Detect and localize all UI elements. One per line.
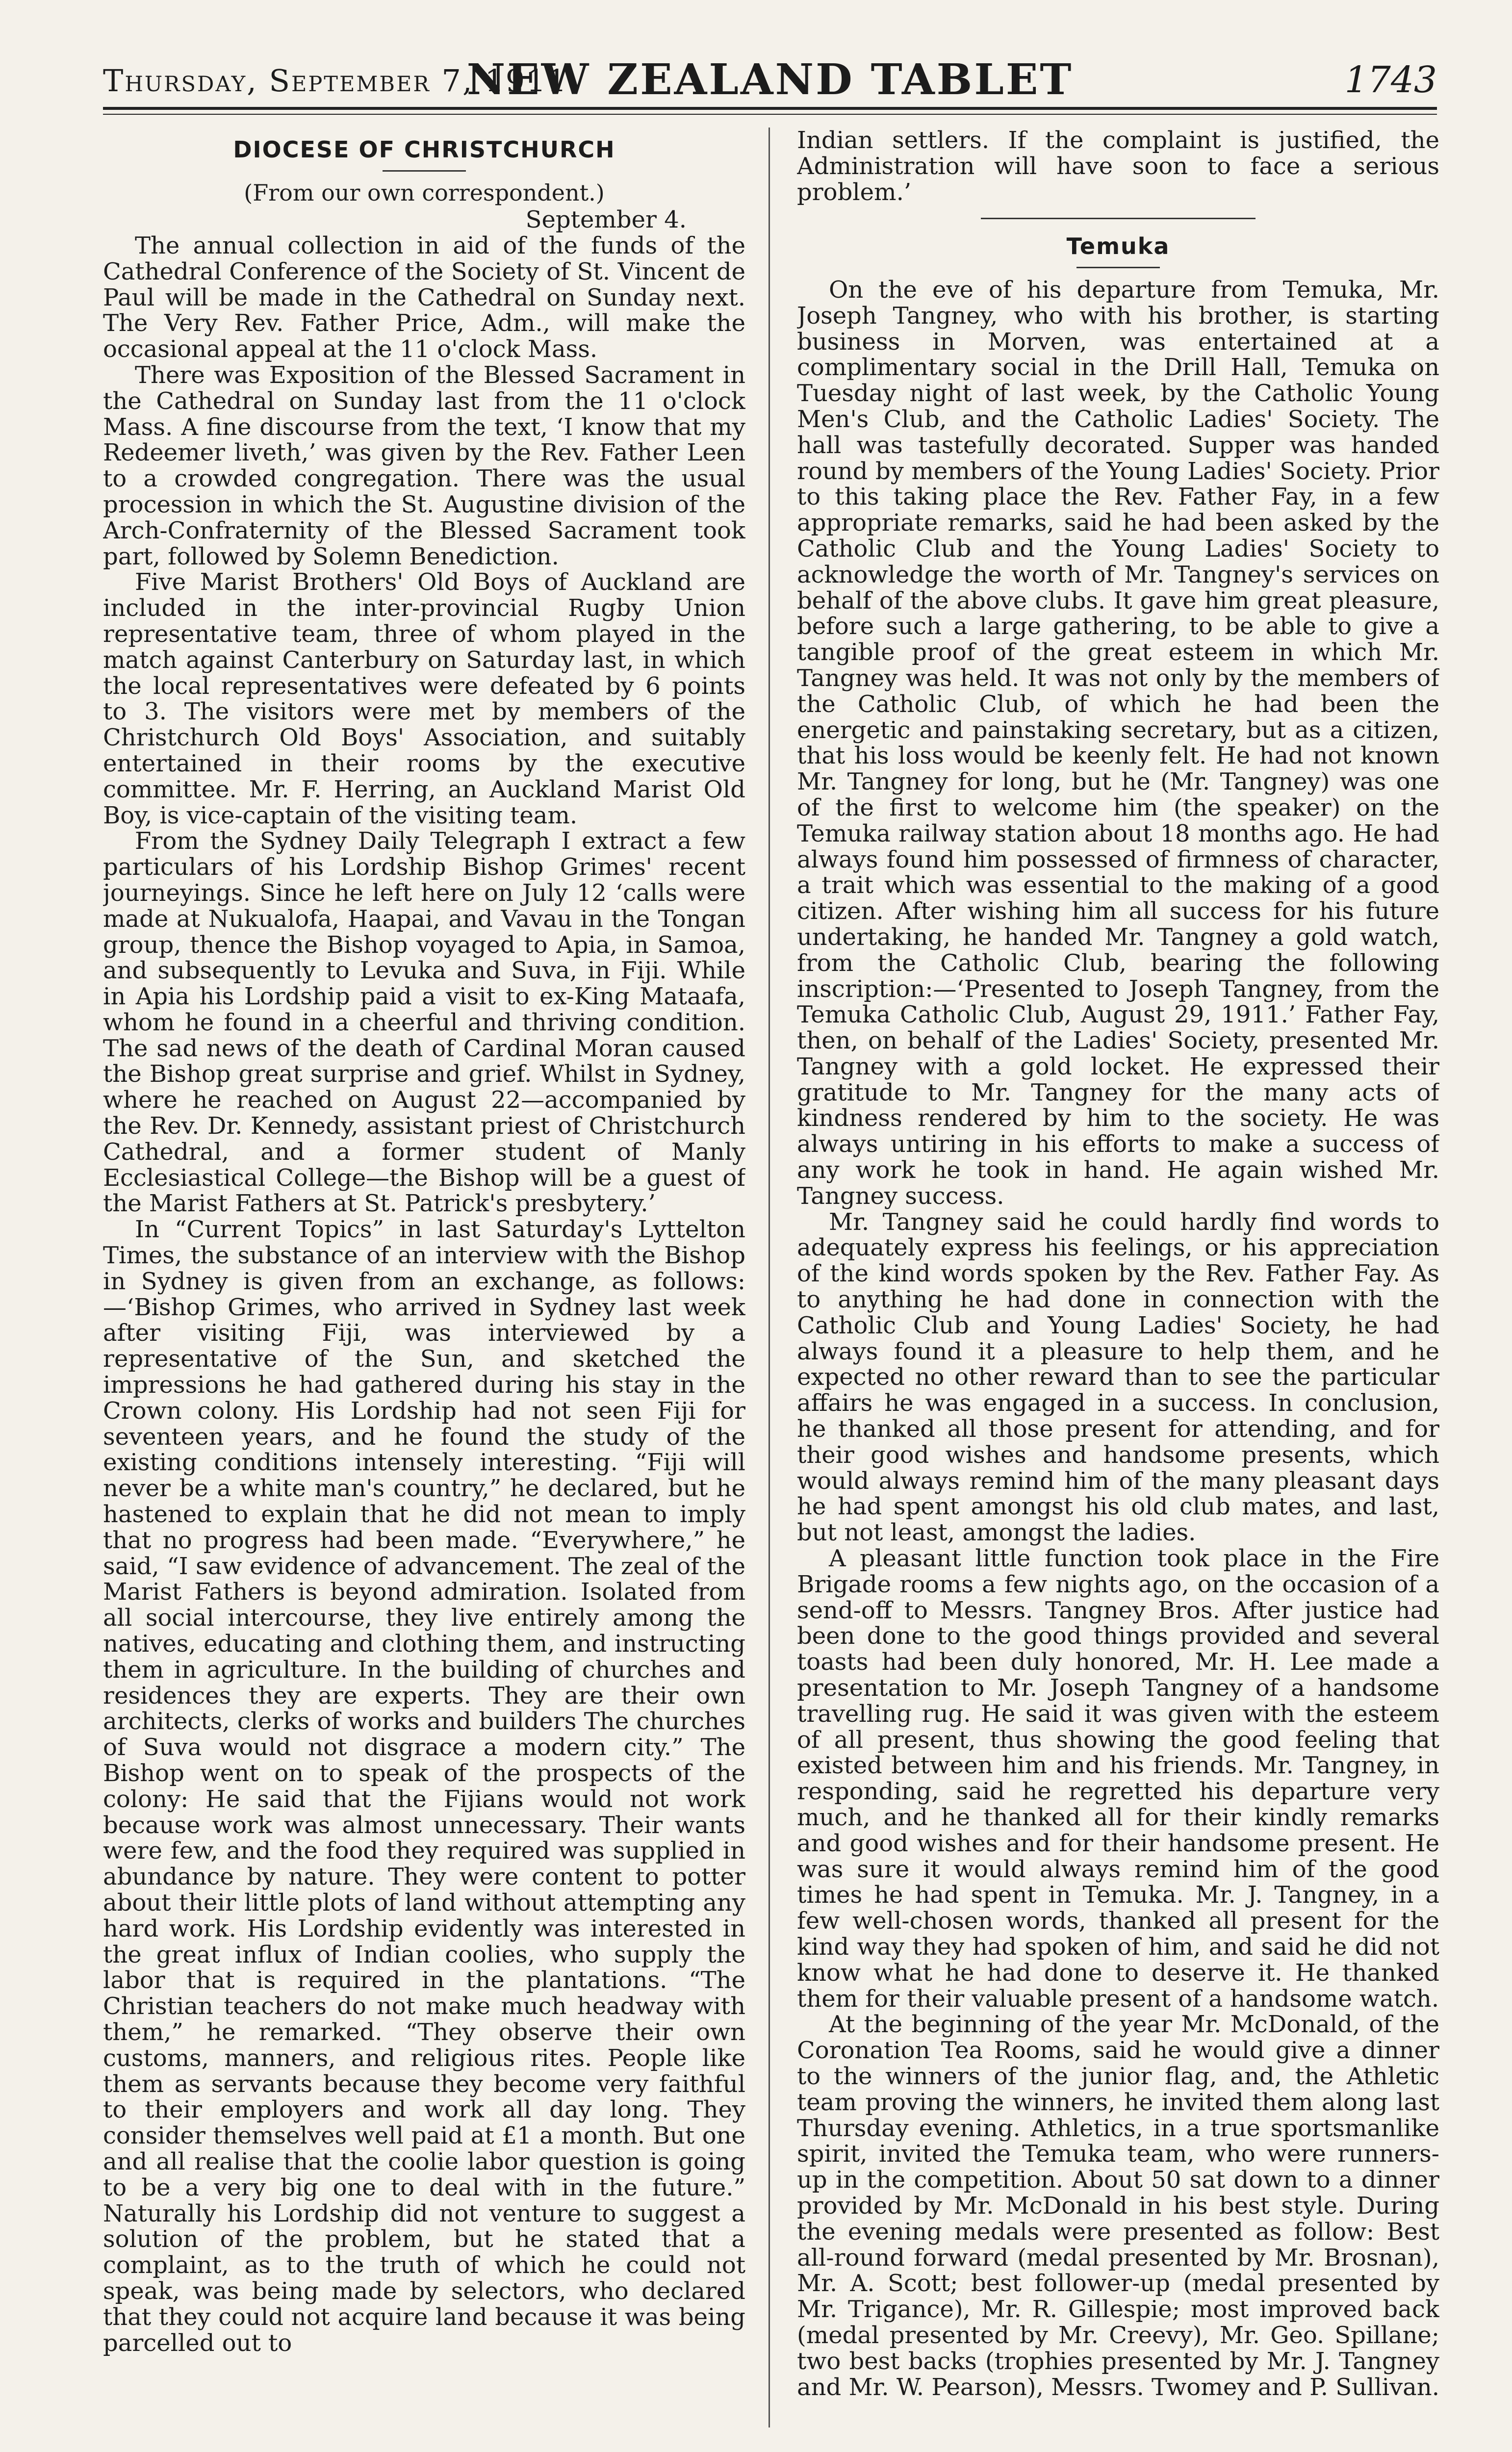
section-heading-christchurch: DIOCESE OF CHRISTCHURCH	[233, 136, 615, 163]
article-paragraph: Five Marist Brothers' Old Boys of Auckland are included in the inter-provincial Rugby Union representative team, three of whom played in the match against Canterbury on Saturday last, in which the local representatives were defeated by 6 points to 3. The visitors were met by members of the Christchurch Old Boys' Association, and suitably entertained in their rooms by the executive committee. Mr. F. Herring, an Auckland Marist Old Boy, is vice-captain of the visiting team.	[103, 568, 745, 829]
column-divider	[769, 128, 770, 2427]
masthead-title: NEW ZEALAND TABLET	[466, 55, 1074, 104]
article-paragraph: There was Exposition of the Blessed Sacrament in the Cathedral on Sunday last from the 11 o'clock Mass. A fine discourse from the text, ‘I know that my Redeemer liveth,’ was given by the Rev. Father Leen to a crowded congregation. There was the usual procession in which the St. Augustine division of the Arch-Confraternity of the Blessed Sacrament took part, followed by Solemn Benediction.	[103, 361, 745, 570]
header-rule-thin	[103, 114, 1437, 115]
article-paragraph: In “Current Topics” in last Saturday's Lyttelton Times, the substance of an interview with the Bishop in Sydney is given from an exchange, as follows:—‘Bishop Grimes, who arrived in Sydney last week after visiting Fiji, was interviewed by a representative of the Sun, and sketched the impressions he had gathered during his stay in the Crown colony. His Lordship had not seen Fiji for seventeen years, and he found the study of the existing conditions intensely interesting. “Fiji will never be a white man's country,” he declared, but he hastened to explain that he did not mean to imply that no progress had been made. “Everywhere,” he said, “I saw evidence of advancement. The zeal of the Marist Fathers is beyond admiration. Isolated from all social intercourse, they live entirely among the natives, educating and clothing them, and instructing them in agriculture. In the building of churches and residences they are experts. They are their own architects, clerks of works and builders The churches of Suva would not disgrace a modern city.” The Bishop went on to speak of the prospects of the colony: He said that the Fijians would not work because work was almost unnecessary. Their wants were few, and the food they required was supplied in abundance by nature. They were content to potter about their little plots of land without attempting any hard work. His Lordship evidently was interested in the great influx of Indian coolies, who supply the labor that is required in the plantations. “The Christian teachers do not make much headway with them,” he remarked. “They observe their own customs, manners, and religious rites. People like them as servants because they become very faithful to their employers and work all day long. They consider themselves well paid at £1 a month. But one and all realise that the coolie labor question is going to be a very big one to deal with in the future.” Naturally his Lordship did not venture to suggest a solution of the problem, but he stated that a complaint, as to the truth of which he could not speak, was being made by selectors, who declared that they could not acquire land because it was being parcelled out to	[103, 1216, 745, 2357]
article-paragraph: From the Sydney Daily Telegraph I extract a few particulars of his Lordship Bishop Grimes' recent journeyings. Since he left here on July 12 ‘calls were made at Nukualofa, Haapai, and Vavau in the Tongan group, thence the Bishop voyaged to Apia, in Samoa, and subsequently to Levuka and Suva, in Fiji. While in Apia his Lordship paid a visit to ex-King Mataafa, whom he found in a cheerful and thriving condition. The sad news of the death of Cardinal Moran caused the Bishop great surprise and grief. Whilst in Sydney, where he reached on August 22—accompanied by the Rev. Dr. Kennedy, assistant priest of Christchurch Cathedral, and a former student of Manly Ecclesiastical College—the Bishop will be a guest of the Marist Fathers at St. Patrick's presbytery.’	[103, 827, 745, 1218]
section-heading-temuka: Temuka	[1066, 233, 1170, 260]
left-column	[103, 128, 745, 2427]
article-paragraph: On the eve of his departure from Temuka, Mr. Joseph Tangney, who with his brother, is starting business in Morven, was entertained at a complimentary social in the Drill Hall, Temuka on Tuesday night of last week, by the Catholic Young Men's Club, and the Catholic Ladies' Society. The hall was tastefully decorated. Supper was handed round by members of the Young Ladies' Society. Prior to this taking place the Rev. Father Fay, in a few appropriate remarks, said he had been asked by the Catholic Club and the Young Ladies' Society to acknowledge the worth of Mr. Tangney's services on behalf of the above clubs. It gave him great pleasure, before such a large gathering, to be able to give a tangible proof of the great esteem in which Mr. Tangney was held. It was not only by the members of the Catholic Club, of which he had been the energetic and painstaking secretary, but as a citizen, that his loss would be keenly felt. He had not known Mr. Tangney for long, but he (Mr. Tangney) was one of the first to welcome him (the speaker) on the Temuka railway station about 18 months ago. He had always found him possessed of firmness of character, a trait which was essential to the making of a good citizen. After wishing him all success for his future undertaking, he handed Mr. Tangney a gold watch, from the Catholic Club, bearing the following inscription:—‘Presented to Joseph Tangney, from the Temuka Catholic Club, August 29, 1911.’ Father Fay, then, on behalf of the Ladies' Society, presented Mr. Tangney with a gold locket. He expressed their gratitude to Mr. Tangney for the many acts of kindness rendered by him to the society. He was always untiring in his efforts to make a success of any work he took in hand. He again wished Mr. Tangney success.	[797, 276, 1439, 1210]
page-header	[103, 49, 1437, 103]
article-paragraph: Mr. Tangney said he could hardly find words to adequately express his feelings, or his appreciation of the kind words spoken by the Rev. Father Fay. As to anything he had done in connection with the Catholic Club and Young Ladies' Society, he had always found it a pleasure to help them, and he expected no other reward than to see the particular affairs he was engaged in a success. In conclusion, he thanked all those present for attending, and for their good wishes and handsome presents, which would always remind him of the many pleasant days he had spent amongst his old club mates, and last, but not least, amongst the ladies.	[797, 1208, 1439, 1547]
continued-paragraph: Indian settlers. If the complaint is justified, the Administration will have soon to face a serious problem.’	[797, 128, 1439, 206]
header-rule-thick	[103, 107, 1437, 110]
issue-date: Thursday, September 7, 1911.	[103, 63, 579, 99]
page-number: 1743	[1344, 59, 1437, 101]
article-paragraph: The annual collection in aid of the funds of the Cathedral Conference of the Society of St. Vincent de Paul will be made in the Cathedral on Sunday next. The Very Rev. Father Price, Adm., will make the occasional appeal at the 11 o'clock Mass.	[103, 231, 745, 363]
heading-rule	[1076, 267, 1160, 268]
dateline: September 4.	[525, 206, 687, 234]
section-separator	[981, 218, 1256, 219]
article-paragraph: At the beginning of the year Mr. McDonald, of the Coronation Tea Rooms, said he would give a dinner to the winners of the junior flag, and, the Athletic team proving the winners, he invited them along last Thursday evening. Athletics, in a true sportsmanlike spirit, invited the Temuka team, who were runners-up in the competition. About 50 sat down to a dinner provided by Mr. McDonald in his best style. During the evening medals were presented as follow: Best all-round forward (medal presented by Mr. Brosnan), Mr. A. Scott; best follower-up (medal presented by Mr. Trigance), Mr. R. Gillespie; most improved back (medal presented by Mr. Creevy), Mr. Geo. Spillane; two best backs (trophies presented by Mr. J. Tangney and Mr. W. Pearson), Messrs. Twomey and P. Sullivan.	[797, 2011, 1439, 2401]
right-column	[797, 128, 1439, 2427]
byline: (From our own correspondent.)	[244, 179, 605, 206]
heading-rule	[383, 170, 466, 172]
article-paragraph: A pleasant little function took place in the Fire Brigade rooms a few nights ago, on the occasion of a send-off to Messrs. Tangney Bros. After justice had been done to the good things provided and several toasts had been duly honored, Mr. H. Lee made a presentation to Mr. Joseph Tangney of a handsome travelling rug. He said it was given with the esteem of all present, thus showing the good feeling that existed between him and his friends. Mr. Tangney, in responding, said he regretted his departure very much, and he thanked all for their kindly remarks and good wishes and for their handsome present. He was sure it would always remind him of the good times he had spent in Temuka. Mr. J. Tangney, in a few well-chosen words, thanked all present for the kind way they had spoken of him, and said he did not know what he had done to deserve it. He thanked them for their valuable present of a handsome watch.	[797, 1545, 1439, 2013]
